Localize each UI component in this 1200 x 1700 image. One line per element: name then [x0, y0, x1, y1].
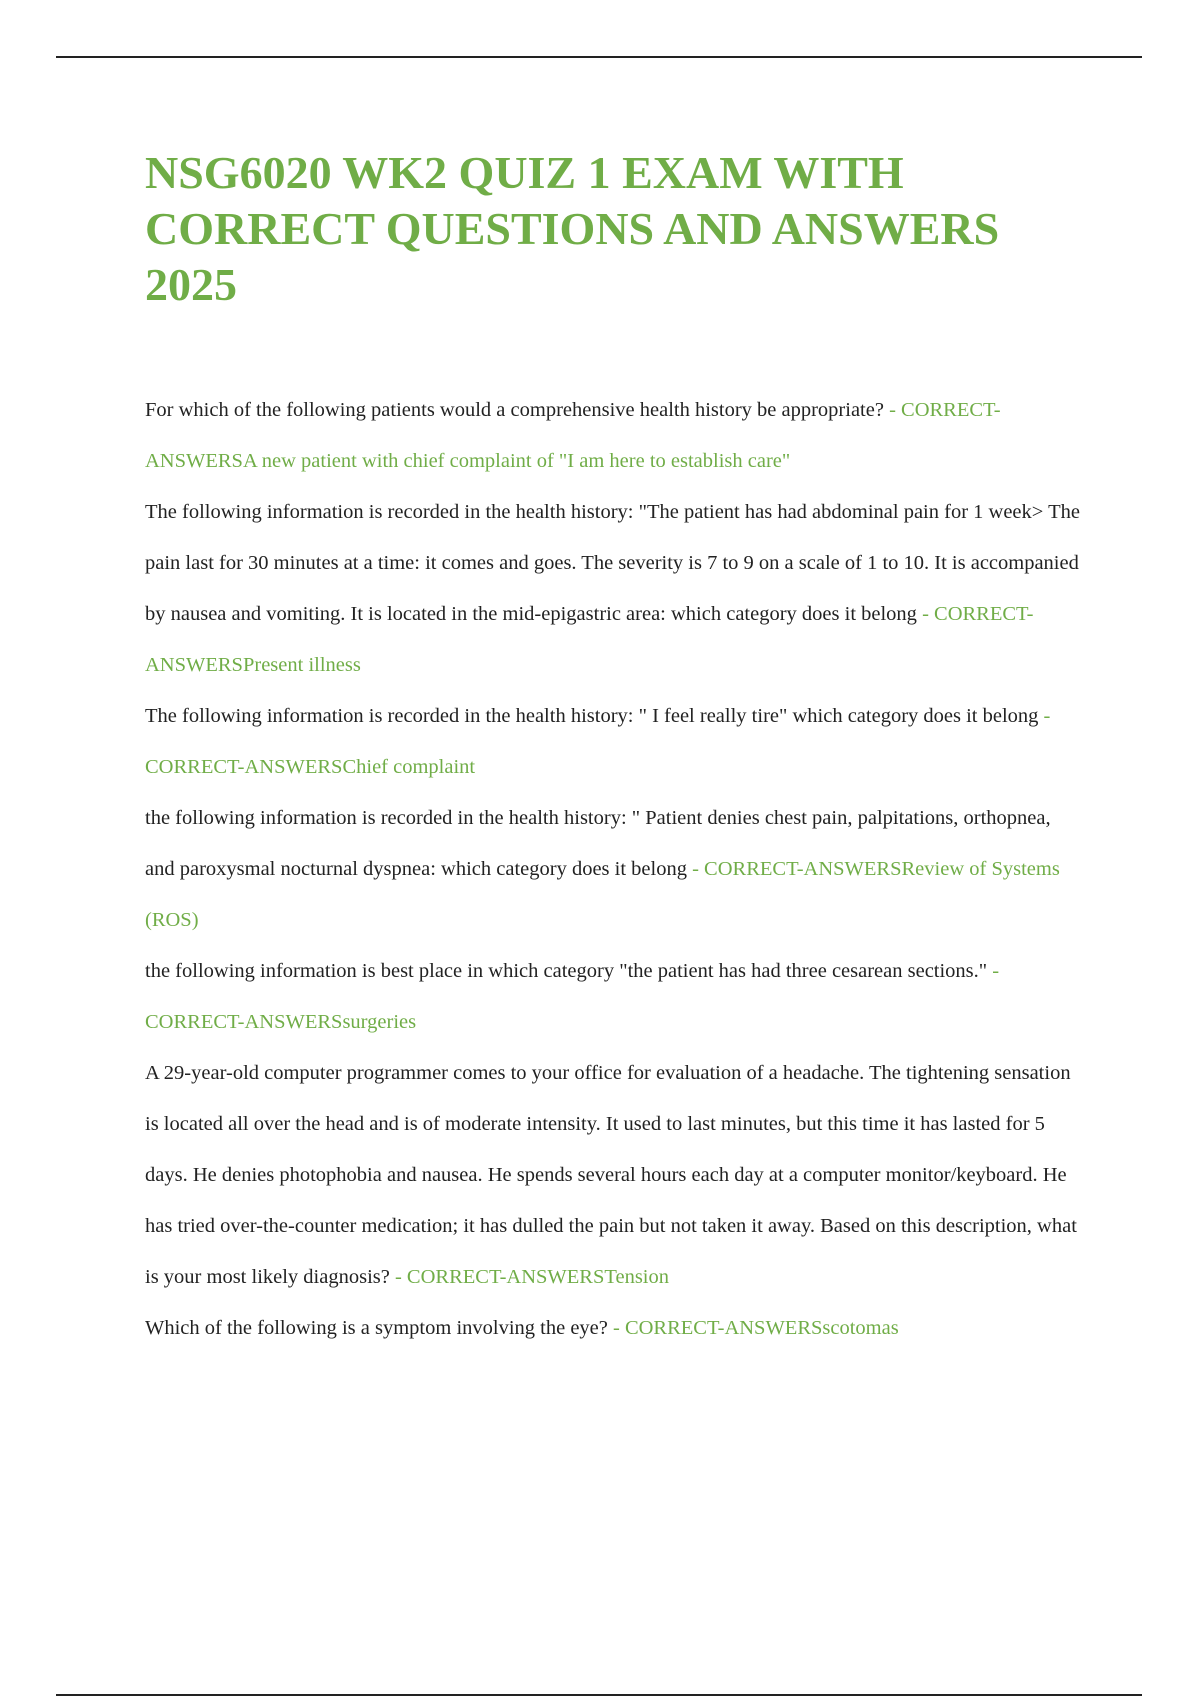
question-text: The following information is recorded in the health history: " I feel really tire" which category does it belong	[145, 705, 1039, 727]
answer-value: A new patient with chief complaint of "I am here to establish care"	[242, 450, 791, 472]
qa-item	[145, 793, 1080, 946]
answer-value: Tension	[604, 1266, 670, 1288]
answer-text	[613, 1317, 899, 1339]
answer-prefix: - CORRECT-ANSWERS	[145, 399, 1001, 472]
answer-prefix: - CORRECT-ANSWERS	[145, 960, 1000, 1033]
question-text: For which of the following patients would a comprehensive health history be appropriate?	[145, 399, 884, 421]
qa-item	[145, 691, 1080, 793]
qa-item	[145, 487, 1080, 691]
answer-prefix: - CORRECT-ANSWERS	[394, 1266, 605, 1288]
question-text: The following information is recorded in the health history: "The patient has had abdominal pain for 1 week> The pain last for 30 minutes at a time: it comes and goes. The severity is 7 to 9 on a scale of 1 to 10. It is accompanied by nausea and vomiting. It is located in the mid-epigastric area: which category does it belong	[145, 501, 1080, 625]
qa-item	[145, 946, 1080, 1048]
question-text: the following information is best place in which category "the patient has had three cesarean sections."	[145, 960, 988, 982]
qa-item	[145, 1048, 1080, 1303]
qa-item	[145, 1303, 1080, 1354]
document-title: NSG6020 WK2 QUIZ 1 EXAM WITH CORRECT QUESTIONS AND ANSWERS 2025	[145, 147, 1000, 310]
qa-item	[145, 385, 1080, 487]
question-text: Which of the following is a symptom involving the eye?	[145, 1317, 608, 1339]
answer-value: scotomas	[822, 1317, 899, 1339]
answer-value: Chief complaint	[342, 756, 476, 778]
header-rule	[56, 56, 1142, 58]
answer-prefix: - CORRECT-ANSWERS	[145, 705, 1051, 778]
footer-rule	[56, 1694, 1142, 1696]
answer-text	[395, 1266, 669, 1288]
question-text: A 29-year-old computer programmer comes to your office for evaluation of a headache. The tightening sensation is located all over the head and is of moderate intensity. It used to last minutes, but this time it has lasted for 5 days. He denies photophobia and nausea. He spends several hours each day at a computer monitor/keyboard. He has tried over-the-counter medication; it has dulled the pain but not taken it away. Based on this description, what is your most likely diagnosis?	[145, 1062, 1077, 1288]
answer-prefix: - CORRECT-ANSWERS	[613, 1317, 823, 1339]
answer-prefix: - CORRECT-ANSWERS	[692, 858, 902, 880]
answer-value: surgeries	[342, 1011, 417, 1033]
answer-value: Present illness	[242, 654, 361, 676]
answer-prefix: - CORRECT-ANSWERS	[145, 603, 1034, 676]
qa-list	[145, 385, 1080, 1354]
answer-value: Review of Systems (ROS)	[145, 858, 1060, 931]
question-text: the following information is recorded in the health history: " Patient denies chest pain, palpitations, orthopnea, and paroxysmal nocturnal dyspnea: which category does it belong	[145, 807, 1051, 880]
